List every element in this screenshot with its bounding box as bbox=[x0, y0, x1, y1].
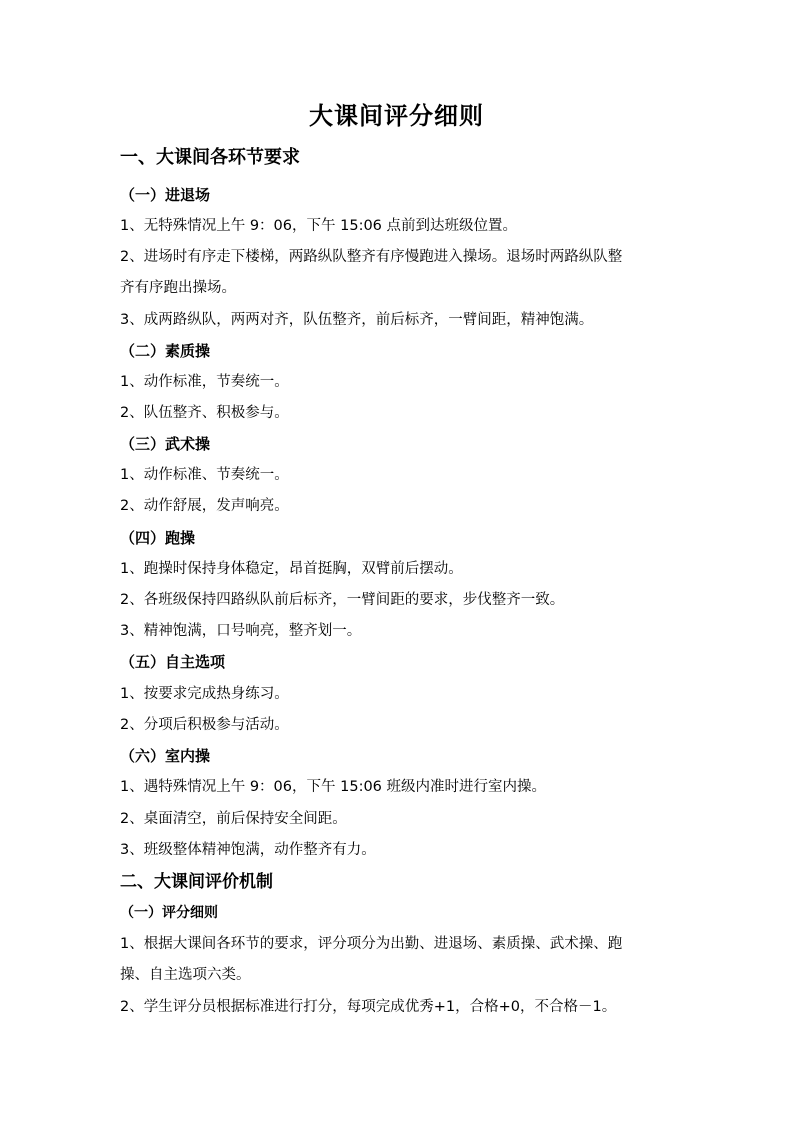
subsection-martial-arts-heading: （三）武术操 bbox=[120, 435, 211, 453]
paragraph: 2、进场时有序走下楼梯，两路纵队整齐有序慢跑进入操场。退场时两路纵队整 bbox=[120, 249, 623, 265]
paragraph: 1、动作标准、节奏统一。 bbox=[120, 467, 289, 483]
subsection-free-choice-heading: （五）自主选项 bbox=[120, 653, 226, 671]
paragraph: 1、跑操时保持身体稳定，昂首挺胸，双臂前后摆动。 bbox=[120, 561, 463, 577]
paragraph: 3、精神饱满，口号响亮，整齐划一。 bbox=[120, 623, 362, 639]
subsection-running-heading: （四）跑操 bbox=[120, 529, 196, 547]
section-2-heading: 二、大课间评价机制 bbox=[120, 872, 273, 892]
paragraph: 3、成两路纵队，两两对齐，队伍整齐，前后标齐，一臂间距，精神饱满。 bbox=[120, 312, 594, 328]
paragraph: 2、动作舒展，发声响亮。 bbox=[120, 498, 289, 514]
subsection-entry-exit-heading: （一）进退场 bbox=[120, 186, 211, 204]
paragraph: 1、遇特殊情况上午 9：06，下午 15:06 班级内准时进行室内操。 bbox=[120, 779, 547, 795]
paragraph: 齐有序跑出操场。 bbox=[120, 280, 236, 296]
paragraph: 1、无特殊情况上午 9：06，下午 15:06 点前到达班级位置。 bbox=[120, 218, 518, 234]
paragraph: 2、桌面清空，前后保持安全间距。 bbox=[120, 811, 347, 827]
paragraph: 1、动作标准，节奏统一。 bbox=[120, 374, 289, 390]
paragraph: 3、班级整体精神饱满，动作整齐有力。 bbox=[120, 842, 376, 858]
paragraph: 2、学生评分员根据标准进行打分，每项完成优秀+1，合格+0，不合格－1。 bbox=[120, 999, 617, 1015]
subsection-fitness-exercise-heading: （二）素质操 bbox=[120, 342, 211, 360]
paragraph: 1、按要求完成热身练习。 bbox=[120, 686, 289, 702]
paragraph: 操、自主选项六类。 bbox=[120, 967, 251, 983]
document-title: 大课间评分细则 bbox=[309, 101, 484, 130]
paragraph: 2、队伍整齐、积极参与。 bbox=[120, 405, 289, 421]
paragraph: 2、各班级保持四路纵队前后标齐，一臂间距的要求，步伐整齐一致。 bbox=[120, 592, 565, 608]
paragraph: 2、分项后积极参与活动。 bbox=[120, 717, 289, 733]
subsection-scoring-rules-heading: （一）评分细则 bbox=[120, 905, 218, 921]
section-1-heading: 一、大课间各环节要求 bbox=[120, 147, 300, 168]
paragraph: 1、根据大课间各环节的要求，评分项分为出勤、进退场、素质操、武术操、跑 bbox=[120, 936, 623, 952]
subsection-indoor-exercise-heading: （六）室内操 bbox=[120, 747, 211, 765]
